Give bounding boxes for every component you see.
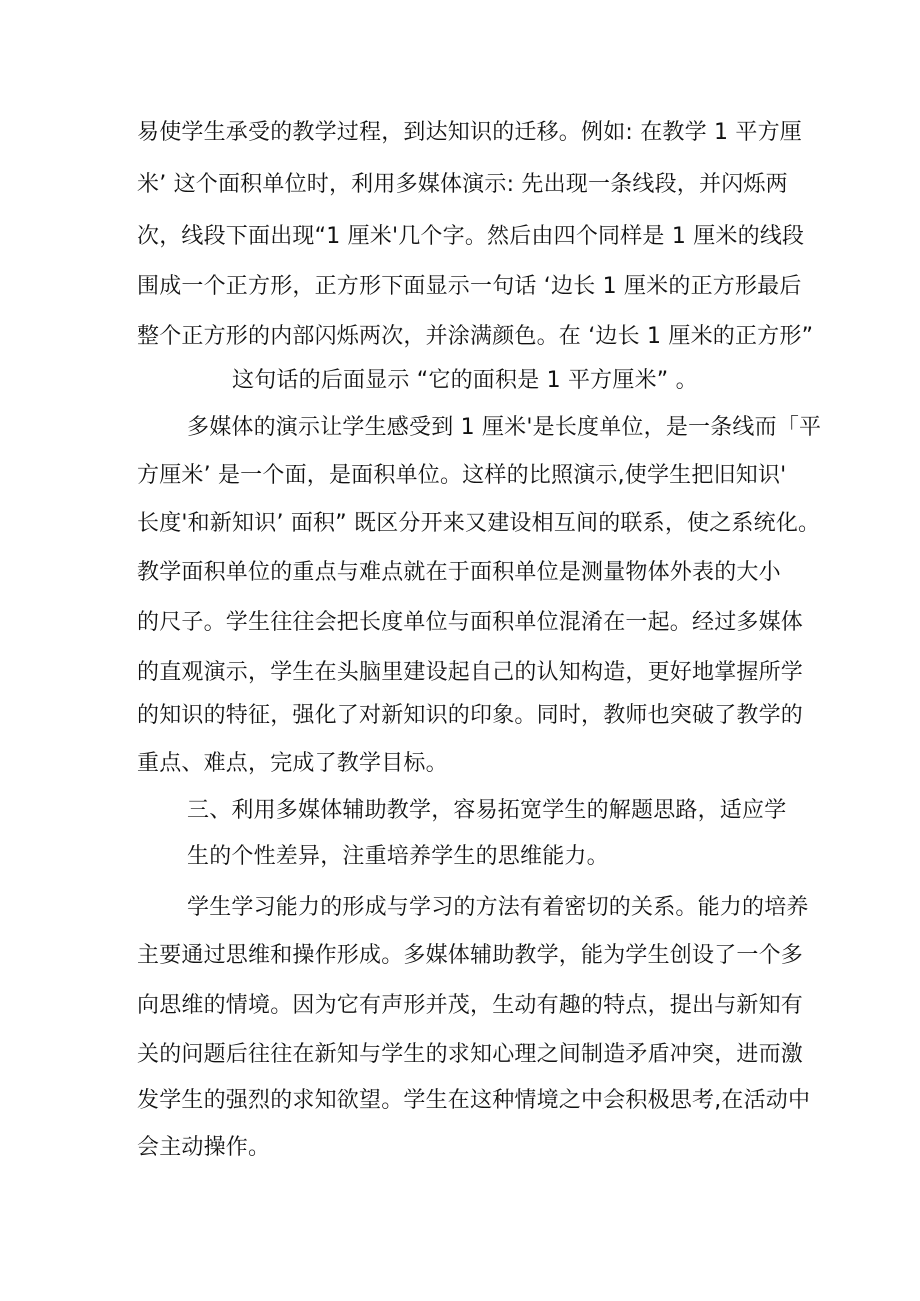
paragraph-start-line: 学生学习能力的形成与学习的方法有着密切的关系。能力的培养 — [187, 895, 809, 920]
text-line: 的知识的特征，强化了对新知识的印象。同时，教师也突破了教学的 — [137, 703, 804, 728]
paragraph-start-line: 多媒体的演示让学生感受到 1 厘米'是长度单位，是一条线而「平 — [187, 415, 822, 440]
text-line: 整个正方形的内部闪烁两次，并涂满颜色。在 ‘边长 1 厘米的正方形” — [137, 324, 814, 349]
text-line: 发学生的强烈的求知欲望。学生在这种情境之中会积极思考,在活动中 — [137, 1088, 811, 1113]
text-line: 重点、难点，完成了教学目标。 — [137, 751, 448, 776]
text-line: 主要通过思维和操作形成。多媒体辅助教学，能为学生创设了一个多 — [137, 943, 804, 968]
section-heading-line: 生的个性差异，注重培养学生的思维能力。 — [187, 844, 609, 869]
text-line: 教学面积单位的重点与难点就在于面积单位是测量物体外表的大小 — [137, 560, 781, 585]
text-line: 围成一个正方形，正方形下面显示一句话 ‘边长 1 厘米的正方形最后 — [137, 274, 802, 299]
text-line: 方厘米’ 是一个面，是面积单位。这样的比照演示,使学生把旧知识' — [137, 463, 787, 488]
text-line: 的尺子。学生往往会把长度单位与面积单位混淆在一起。经过多媒体 — [137, 610, 804, 635]
text-line: 这句话的后面显示 “它的面积是 1 平方厘米” 。 — [232, 368, 698, 393]
text-line: 向思维的情境。因为它有声形并茂，生动有趣的特点，提出与新知有 — [137, 993, 804, 1018]
text-line: 的直观演示，学生在头脑里建设起自己的认知构造，更好地掌握所学 — [137, 660, 804, 685]
text-line: 会主动操作。 — [137, 1135, 271, 1160]
text-line: 次，线段下面出现“1 厘米'几个字。然后由四个同样是 1 厘米的线段 — [137, 224, 805, 249]
text-line: 关的问题后往往在新知与学生的求知心理之间制造矛盾冲突，进而激 — [137, 1042, 804, 1067]
text-line: 长度'和新知识’ 面积” 既区分开来又建设相互间的联系，使之系统化。 — [137, 511, 821, 536]
text-line: 米’ 这个面积单位时，利用多媒体演示: 先出现一条线段，并闪烁两 — [137, 172, 788, 197]
text-line: 易使学生承受的教学过程，到达知识的迁移。例如: 在教学 1 平方厘 — [137, 120, 802, 145]
section-heading-line: 三、利用多媒体辅助教学，容易拓宽学生的解题思路，适应学 — [187, 798, 787, 823]
